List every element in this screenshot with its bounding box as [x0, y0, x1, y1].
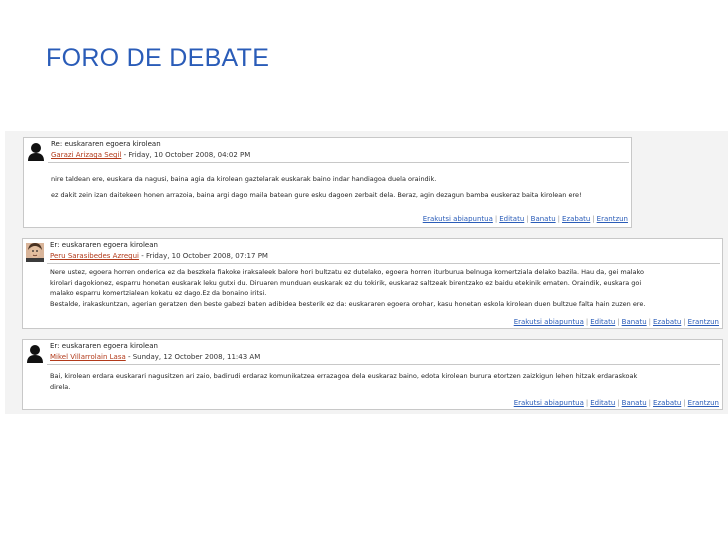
post-date: - Friday, 10 October 2008, 04:02 PM: [121, 151, 251, 159]
author-link[interactable]: Peru Sarasibedes Azregui: [50, 252, 140, 260]
show-parent-link[interactable]: Erakutsi abiapuntua: [513, 318, 584, 326]
message-paragraph: Bestalde, irakaskuntzan, agerian geratzen den beste gabezi baten adibidea besterik ez da: euskararen egoera orohar, kasu honetan eskola kirolean duen bultzue falta hain zuzen ere.: [50, 299, 646, 308]
default-user-icon: [27, 142, 45, 161]
forum-post: [22, 238, 723, 329]
slide-title: FORO DE DEBATE: [46, 44, 270, 72]
forum-screenshot: [5, 131, 728, 414]
message-paragraph: Bai, kirolean erdara euskarari nagusitzen ari zaio, badirudi erdaraz komunikatzea errazagoa dela euskaraz baino, edota kirolean burura etortzen zaizkigun lehen hitzak erdaraskoak: [50, 372, 638, 380]
forum-post: [22, 339, 723, 410]
message-paragraph: kirolari dagokionez, esparru honetan euskarak leku gutxi du. Diruaren munduan euskarak ez du tokirik, euskaraz saltzeak birentzako ez baidu etekinik ematen. Oraindik, euskara goi: [50, 278, 642, 287]
user-photo: [26, 243, 44, 262]
edit-link[interactable]: Editatu: [590, 318, 616, 326]
message-paragraph: direla.: [50, 382, 71, 391]
post-subject: Er: euskararen egoera kirolean: [50, 241, 158, 249]
post-commands: Erakutsi abiapuntua | Editatu | Banatu | Ezabatu | Erantzun: [513, 399, 719, 407]
delete-link[interactable]: Ezabatu: [653, 399, 682, 407]
message-paragraph: malako esparru komertzialean kokatu ez dago.Ez da bonaino iritsi.: [50, 289, 267, 297]
message-paragraph: Nere ustez, egoera horren onderica ez da beszkela fiakoke iraksaleek balore hori bultzatu ez dutelako, egoera horren iturburua belnuga komertziala delako bazila. Hau da, gei malako: [50, 268, 645, 276]
default-user-icon: [26, 344, 44, 363]
message-paragraph: nire taldean ere, euskara da nagusi, baina agia da kirolean gaztelarak euskarak baino indar handiagoa duela oraindik.: [51, 175, 437, 183]
post-commands: Erakutsi abiapuntua | Editatu | Banatu | Ezabatu | Erantzun: [513, 318, 719, 326]
reply-link[interactable]: Erantzun: [596, 215, 628, 223]
author-link[interactable]: Garazi Arizaga Segil: [51, 151, 122, 159]
post-message: [50, 371, 718, 392]
divider: [48, 162, 629, 163]
edit-link[interactable]: Editatu: [590, 399, 616, 407]
message-paragraph: ez dakit zein izan daitekeen honen arrazoia, baina argi dago maila batean gure esku dagoen zerbait dela. Beraz, agin dezagun bamba euskeraz baita kirolean ere!: [51, 190, 582, 199]
author-link[interactable]: Mikel Villarrolain Lasa: [50, 353, 126, 361]
post-date: - Sunday, 12 October 2008, 11:43 AM: [125, 353, 261, 361]
delete-link[interactable]: Ezabatu: [562, 215, 591, 223]
post-subject: Re: euskararen egoera kirolean: [51, 140, 161, 148]
reply-link[interactable]: Erantzun: [687, 318, 719, 326]
post-commands: Erakutsi abiapuntua | Editatu | Banatu | Ezabatu | Erantzun: [422, 215, 628, 223]
show-parent-link[interactable]: Erakutsi abiapuntua: [513, 399, 584, 407]
show-parent-link[interactable]: Erakutsi abiapuntua: [422, 215, 493, 223]
split-link[interactable]: Banatu: [621, 318, 647, 326]
delete-link[interactable]: Ezabatu: [653, 318, 682, 326]
divider: [47, 263, 720, 264]
split-link[interactable]: Banatu: [530, 215, 556, 223]
edit-link[interactable]: Editatu: [499, 215, 525, 223]
divider: [47, 364, 720, 365]
post-subject: Er: euskararen egoera kirolean: [50, 342, 158, 350]
split-link[interactable]: Banatu: [621, 399, 647, 407]
post-message: [51, 174, 627, 200]
post-date: - Friday, 10 October 2008, 07:17 PM: [139, 252, 268, 260]
forum-post: [23, 137, 632, 228]
post-byline: [50, 353, 260, 361]
post-byline: [51, 151, 250, 159]
post-byline: [50, 252, 268, 260]
post-message: [50, 267, 718, 309]
reply-link[interactable]: Erantzun: [687, 399, 719, 407]
